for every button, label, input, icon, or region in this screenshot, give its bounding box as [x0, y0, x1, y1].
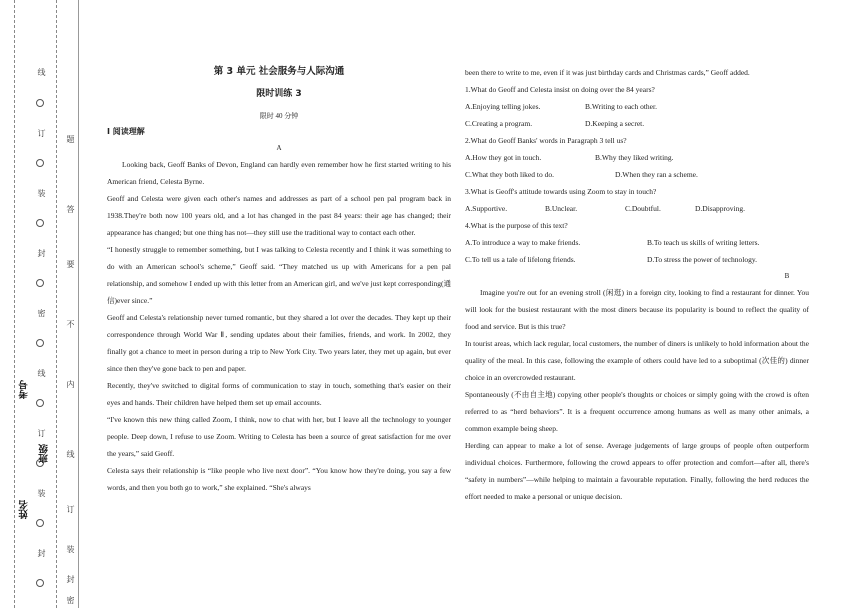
paragraph: Imagine you're out for an evening stroll (闲逛) in a foreign city, looking to find a restaurant for dinner. You will look for the busiest restaurant with the most diners because its popularity is bound to reflect the quality of food and service. But is this true? [465, 288, 809, 331]
margin-line [78, 0, 79, 608]
question: 1.What do Geoff and Celesta insist on doing over the 84 years? [465, 85, 655, 94]
inner-seal-char: 装 [66, 545, 75, 554]
inner-seal-char: 封 [66, 575, 75, 584]
inner-seal-char: 密 [66, 596, 75, 605]
paragraph: Looking back, Geoff Banks of Devon, England can hardly even remember how he first started writing to his American friend, Celesta Byrne. [107, 160, 451, 186]
option: D.Disapproving. [695, 204, 745, 213]
option: C.Doubtful. [625, 204, 661, 213]
option: B.To teach us skills of writing letters. [647, 238, 760, 247]
seal-circle [36, 399, 44, 407]
option: A.Supportive. [465, 204, 508, 213]
seal-char: 订 [37, 129, 46, 138]
option: A.To introduce a way to make friends. [465, 238, 581, 247]
seal-char: 密 [37, 309, 46, 318]
option-row [465, 166, 809, 183]
paragraph: Geoff and Celesta were given each other's names and addresses as part of a school pen pal program back in 1938.They're both now 100 years old, and a lot has changed in the past 84 years: their age has changed; their appearance has changed; but one thing has not—they still use the traditional way to contact each other. [107, 194, 451, 237]
option: D.To stress the power of technology. [647, 255, 758, 264]
seal-char: 线 [37, 369, 46, 378]
paragraph: Herding can appear to make a lot of sense. Average judgements of large groups of people often outperform individual choices. Furthermore, following the crowd appears to offer protection and comfort—after all, there's “safety in numbers”—while helping to maintain a favourable reputation. Finally, following the herd reduces the effort needed to make a personal or unique decision. [465, 441, 809, 501]
inner-seal-line [56, 0, 57, 608]
section-heading: Ⅰ 阅读理解 [107, 127, 145, 136]
seal-circle [36, 279, 44, 287]
seal-circle [36, 159, 44, 167]
exam-number-field: 考号 [19, 380, 30, 399]
inner-seal-char: 订 [66, 505, 75, 514]
paragraph: Geoff and Celesta's relationship never turned romantic, but they shared a lot over the decades. They kept up their correspondence through World War Ⅱ, sending updates about their families, friends, and work. In 2002, they finally got a chance to meet in person during a trip to New York City. Two years later, they met up again, but ever since then they've gone back to pen and paper. [107, 313, 451, 373]
option: B.Writing to each other. [585, 102, 657, 111]
name-field: 姓名 [19, 500, 30, 519]
paragraph: Recently, they've switched to digital forms of communication to stay in touch, something that's easier on their eyes and hands. Their children have helped them set up email accounts. [107, 381, 451, 407]
seal-char: 装 [37, 189, 46, 198]
seal-circle [36, 339, 44, 347]
option: A.How they got in touch. [465, 153, 542, 162]
option: C.Creating a program. [465, 119, 533, 128]
seal-circle [36, 99, 44, 107]
seal-char: 封 [37, 249, 46, 258]
question: 2.What do Geoff Banks' words in Paragraph 3 tell us? [465, 136, 627, 145]
right-column [465, 64, 809, 505]
inner-seal-char: 内 [66, 380, 75, 389]
option-row [465, 98, 809, 115]
option: C.To tell us a tale of lifelong friends. [465, 255, 576, 264]
left-column [107, 64, 451, 496]
paragraph: “I've known this new thing called Zoom, I think, now to chat with her, but I leave all the technology to younger people. Deep down, I refuse to use Zoom. Writing to Celesta has been a source of great satisfaction for me over the years,” said Geoff. [107, 415, 451, 458]
option-row [465, 149, 809, 166]
seal-char: 订 [37, 429, 46, 438]
paragraph: Spontaneously (不由自主地) copying other people's thoughts or choices or simply going with the crowd is often referred to as “herd behaviors”. It is a frequent occurrence among humans as well as many other animals, a common example being sheep. [465, 390, 809, 433]
option-row [465, 251, 809, 268]
option-row [465, 234, 809, 251]
option-row [465, 115, 809, 132]
seal-char: 线 [37, 68, 46, 77]
question: 3.What is Geoff's attitude towards using Zoom to stay in touch? [465, 187, 657, 196]
option: A.Enjoying telling jokes. [465, 102, 541, 111]
inner-seal-char: 不 [66, 320, 75, 329]
time-limit: 限时 40 分钟 [259, 112, 299, 120]
seal-char: 装 [37, 489, 46, 498]
paragraph: In tourist areas, which lack regular, local customers, the number of diners is unlikely to hold information about the quality of the meal. In this case, following the example of others could have led to a suboptimal (次佳的) dinner choice in an overcrowded restaurant. [465, 339, 809, 382]
seal-circle [36, 579, 44, 587]
option: B.Unclear. [545, 204, 578, 213]
binding-strip [0, 0, 100, 608]
paragraph: Celesta says their relationship is “like people who live next door”. “You know how they're doing, you say a few words, and then you both go to work,” she explained. “She's always [107, 466, 451, 492]
class-field: 班级 [39, 444, 50, 463]
seal-circle [36, 219, 44, 227]
option: D.When they ran a scheme. [615, 170, 698, 179]
seal-char: 封 [37, 549, 46, 558]
unit-title: 第 3 单元 社会服务与人际沟通 [213, 66, 345, 77]
seal-circle [36, 519, 44, 527]
practice-title: 限时训练 3 [256, 89, 302, 99]
passage-b-mark: B [784, 272, 790, 280]
option: D.Keeping a secret. [585, 119, 645, 128]
paragraph-continuation: been there to write to me, even if it was just birthday cards and Christmas cards,” Geoff added. [465, 68, 750, 77]
option: C.What they both liked to do. [465, 170, 554, 179]
paragraph: “I honestly struggle to remember something, but I was talking to Celesta recently and I think it was something to do with an American school's scheme,” Geoff said. “They matched us up with Americans for a pen pal relationship, and somehow I ended up with this letter from an American girl, and we've just kept corresponding(通信)ever since.” [107, 245, 451, 305]
question: 4.What is the purpose of this text? [465, 221, 568, 230]
outer-seal-line [14, 0, 15, 608]
option: B.Why they liked writing. [595, 153, 674, 162]
inner-seal-char: 要 [66, 260, 75, 269]
inner-seal-char: 线 [66, 450, 75, 459]
option-row [465, 200, 809, 217]
inner-seal-char: 答 [66, 205, 75, 214]
inner-seal-char: 题 [66, 135, 75, 144]
passage-a-mark: A [276, 144, 282, 152]
